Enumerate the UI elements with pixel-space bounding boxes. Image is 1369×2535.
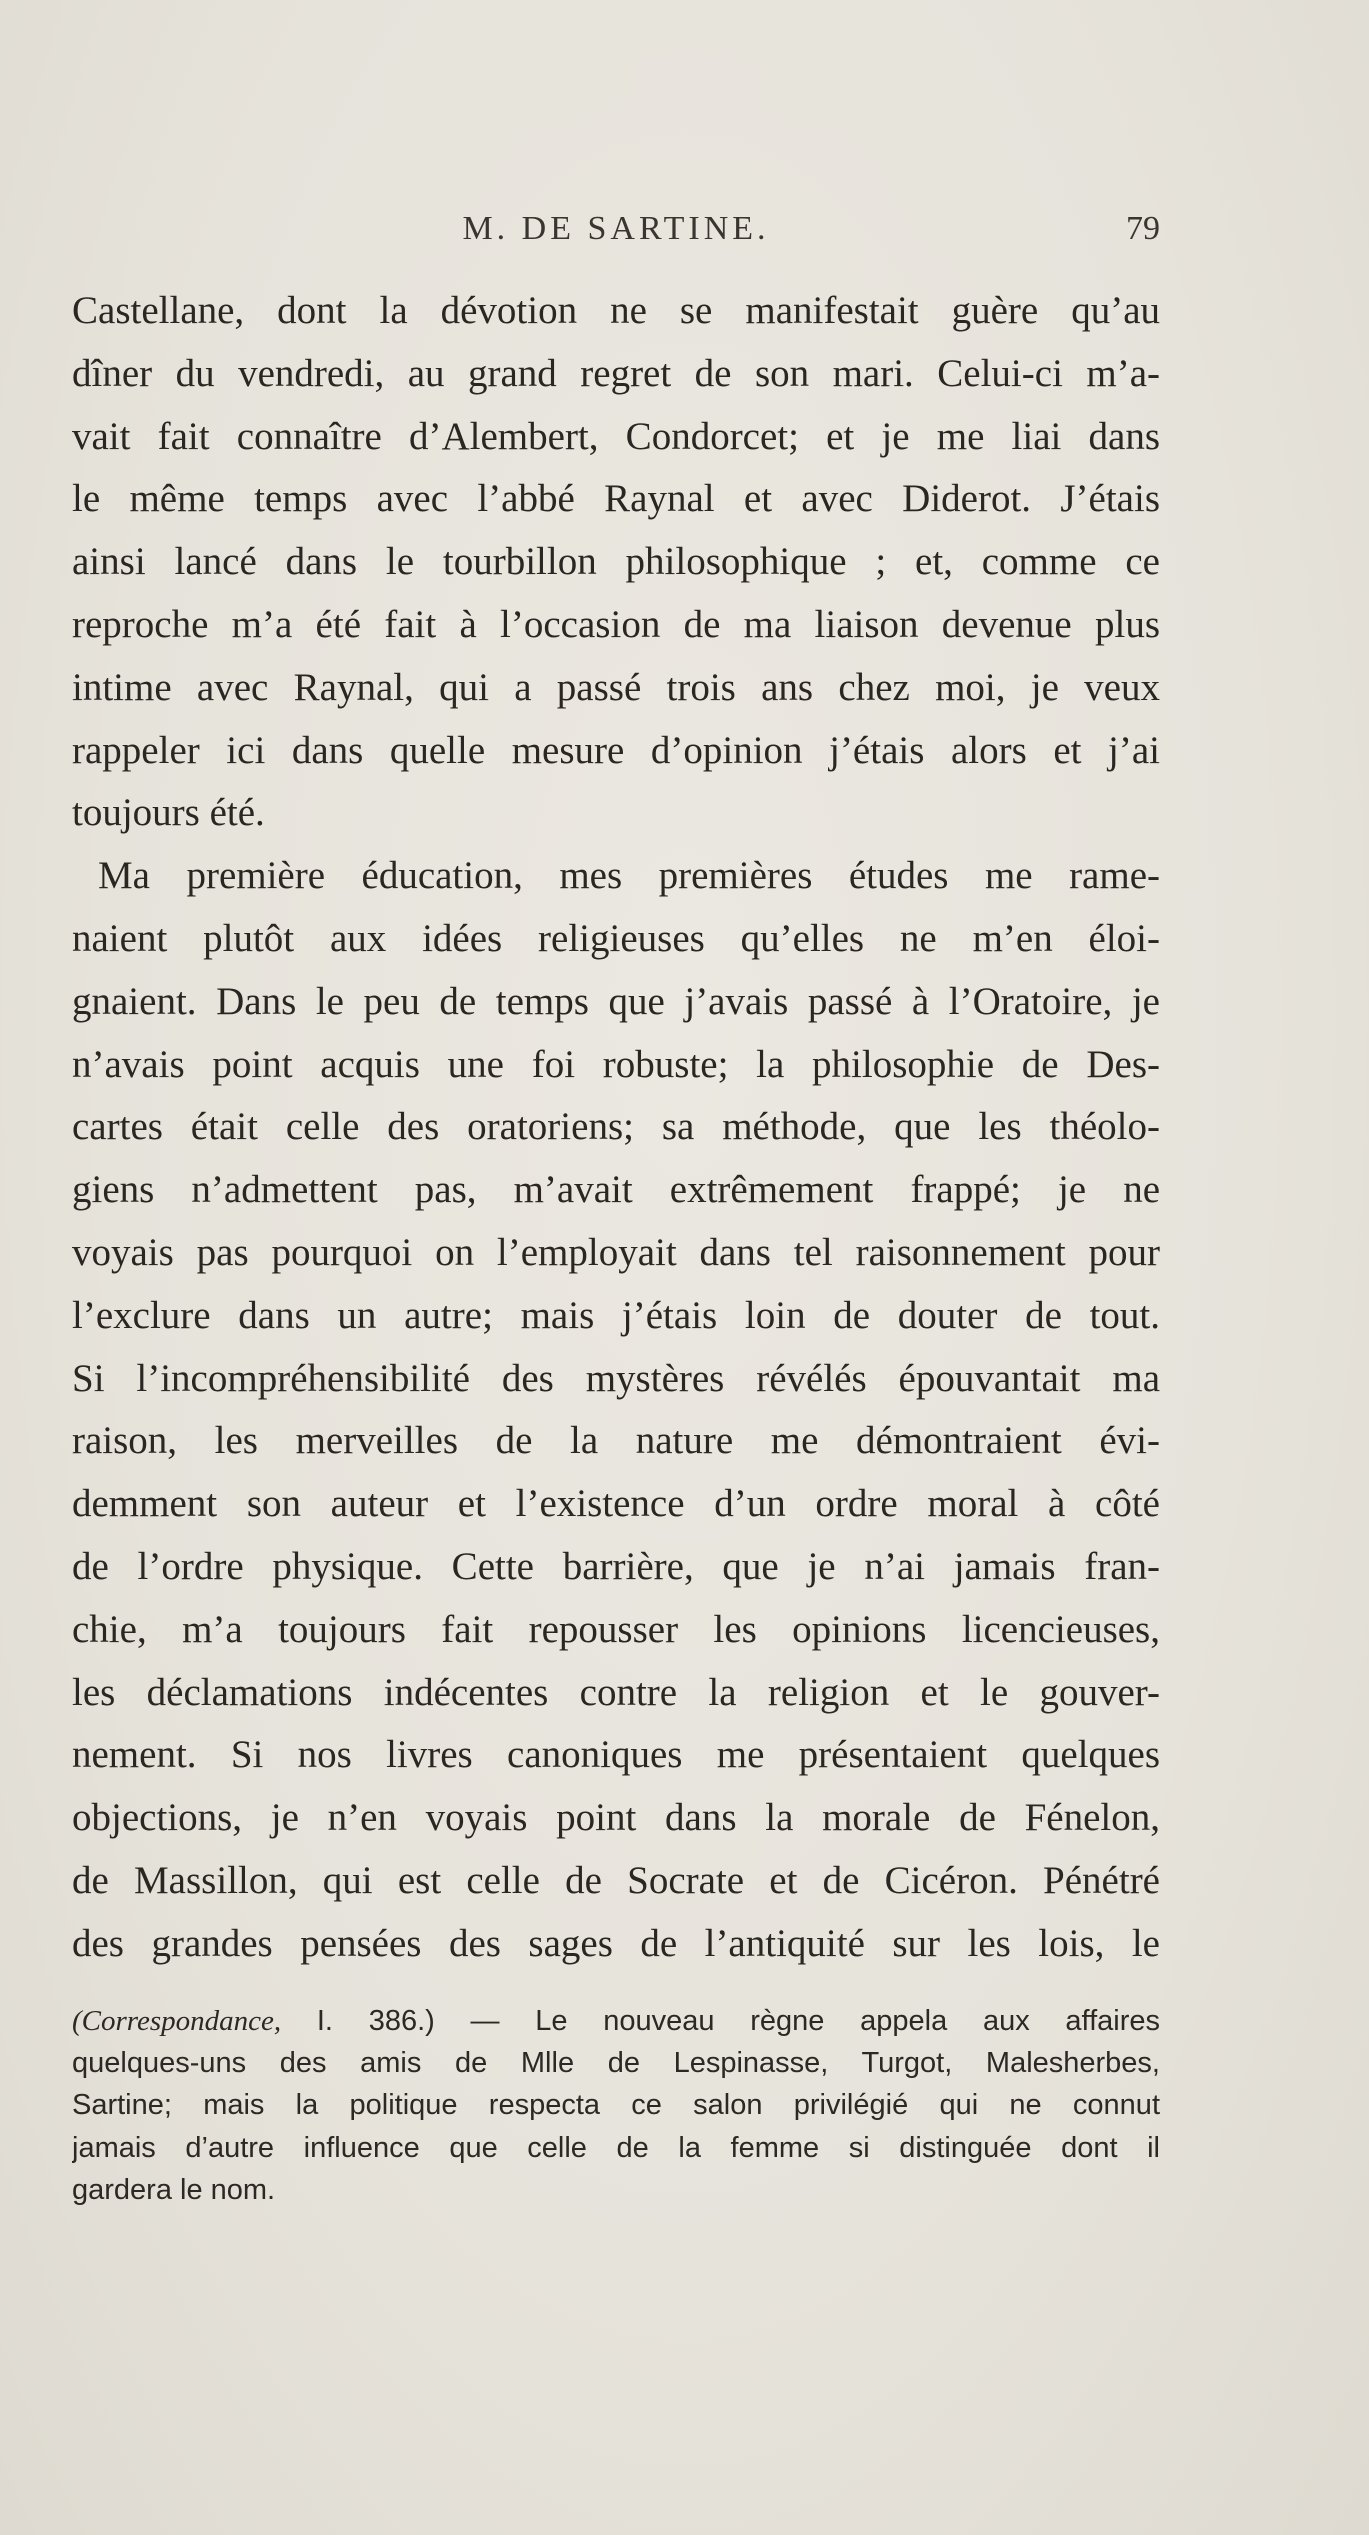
text-line: dîner du vendredi, au grand regret de son mari. Celui-ci m’a- [72, 351, 1160, 395]
paragraph-start-line: Ma première éducation, mes premières études me rame- [98, 854, 1160, 898]
text-line: de l’ordre physique. Cette barrière, que je n’ai jamais fran- [72, 1544, 1160, 1588]
footnote-line: jamais d’autre influence que celle de la femme si distinguée dont il [72, 2131, 1160, 2164]
text-line: de Massillon, qui est celle de Socrate et de Cicéron. Pénétré [72, 1858, 1160, 1902]
text-line: nement. Si nos livres canoniques me présentaient quelques [72, 1733, 1160, 1777]
running-title: M. DE SARTINE. [462, 210, 770, 247]
text-line: vait fait connaître d’Alembert, Condorcet; et je me liai dans [72, 414, 1160, 458]
text-line: reproche m’a été fait à l’occasion de ma liaison devenue plus [72, 602, 1160, 646]
text-line: raison, les merveilles de la nature me démontraient évi- [72, 1419, 1160, 1463]
footnote-line [72, 2000, 1160, 2042]
text-line: giens n’admettent pas, m’avait extrêmement frappé; je ne [72, 1168, 1160, 1212]
text-line: cartes était celle des oratoriens; sa méthode, que les théolo- [72, 1105, 1160, 1149]
text-line: les déclamations indécentes contre la religion et le gouver- [72, 1670, 1160, 1714]
text-line: rappeler ici dans quelle mesure d’opinion j’étais alors et j’ai [72, 728, 1160, 772]
text-line: demment son auteur et l’existence d’un ordre moral à côté [72, 1482, 1160, 1526]
text-line: l’exclure dans un autre; mais j’étais loin de douter de tout. [72, 1293, 1160, 1337]
text-line: le même temps avec l’abbé Raynal et avec Diderot. J’étais [72, 477, 1160, 521]
footnote-text: I. 386.) — Le nouveau règne appela aux affaires [281, 2005, 1160, 2037]
text-line: intime avec Raynal, qui a passé trois ans chez moi, je veux [72, 665, 1160, 709]
footnote [72, 2000, 1160, 2211]
running-head [72, 210, 1160, 260]
text-line: toujours été. [72, 791, 265, 835]
text-line: naient plutôt aux idées religieuses qu’elles ne m’en éloi- [72, 916, 1160, 960]
text-line: n’avais point acquis une foi robuste; la philosophie de Des- [72, 1042, 1160, 1086]
text-line: Si l’incompréhensibilité des mystères révélés épouvantait ma [72, 1356, 1160, 1400]
body-text [72, 280, 1160, 1976]
text-line: ainsi lancé dans le tourbillon philosophique ; et, comme ce [72, 540, 1160, 584]
text-line: objections, je n’en voyais point dans la morale de Fénelon, [72, 1796, 1160, 1840]
footnote-line: Sartine; mais la politique respecta ce salon privilégié qui ne connut [72, 2089, 1160, 2122]
footnote-line: gardera le nom. [72, 2173, 276, 2206]
page-number: 79 [1126, 210, 1160, 247]
text-line: chie, m’a toujours fait repousser les opinions licencieuses, [72, 1607, 1160, 1651]
footnote-line: quelques-uns des amis de Mlle de Lespinasse, Turgot, Malesherbes, [72, 2047, 1160, 2080]
text-line: gnaient. Dans le peu de temps que j’avais passé à l’Oratoire, je [72, 979, 1160, 1023]
text-line: Castellane, dont la dévotion ne se manifestait guère qu’au [72, 289, 1160, 332]
footnote-citation: (Correspondance, [72, 2005, 282, 2037]
text-line: voyais pas pourquoi on l’employait dans tel raisonnement pour [72, 1230, 1160, 1274]
text-line: des grandes pensées des sages de l’antiquité sur les lois, le [72, 1921, 1160, 1965]
